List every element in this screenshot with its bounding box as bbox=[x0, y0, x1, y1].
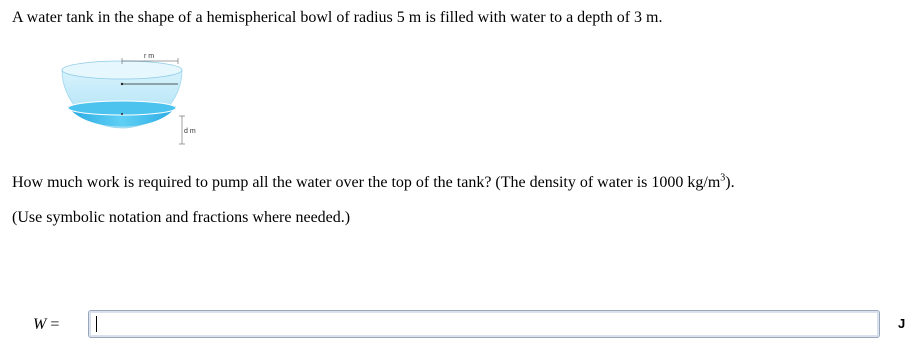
answer-label bbox=[33, 316, 59, 334]
radius-label: r m bbox=[144, 53, 155, 60]
text-cursor bbox=[96, 316, 97, 332]
instruction-text: (Use symbolic notation and fractions where needed.) bbox=[12, 209, 351, 226]
question-text-end: ). bbox=[725, 174, 735, 191]
unit-label: J bbox=[898, 316, 906, 331]
question-text bbox=[12, 174, 735, 192]
water-surface bbox=[68, 101, 176, 115]
center-point bbox=[121, 83, 123, 85]
exponent: 3 bbox=[720, 172, 726, 184]
hemisphere-tank-figure bbox=[60, 52, 210, 152]
problem-statement: A water tank in the shape of a hemispherical bowl of radius 5 m is filled with water to a depth of 3 m. bbox=[12, 9, 663, 26]
answer-variable: W bbox=[33, 316, 47, 333]
answer-input[interactable] bbox=[88, 310, 880, 338]
question-text-main: How much work is required to pump all the water over the top of the tank? (The density of water is 1000 kg/m bbox=[12, 174, 721, 191]
depth-label: d m bbox=[184, 128, 196, 135]
equals-sign: = bbox=[50, 316, 60, 333]
